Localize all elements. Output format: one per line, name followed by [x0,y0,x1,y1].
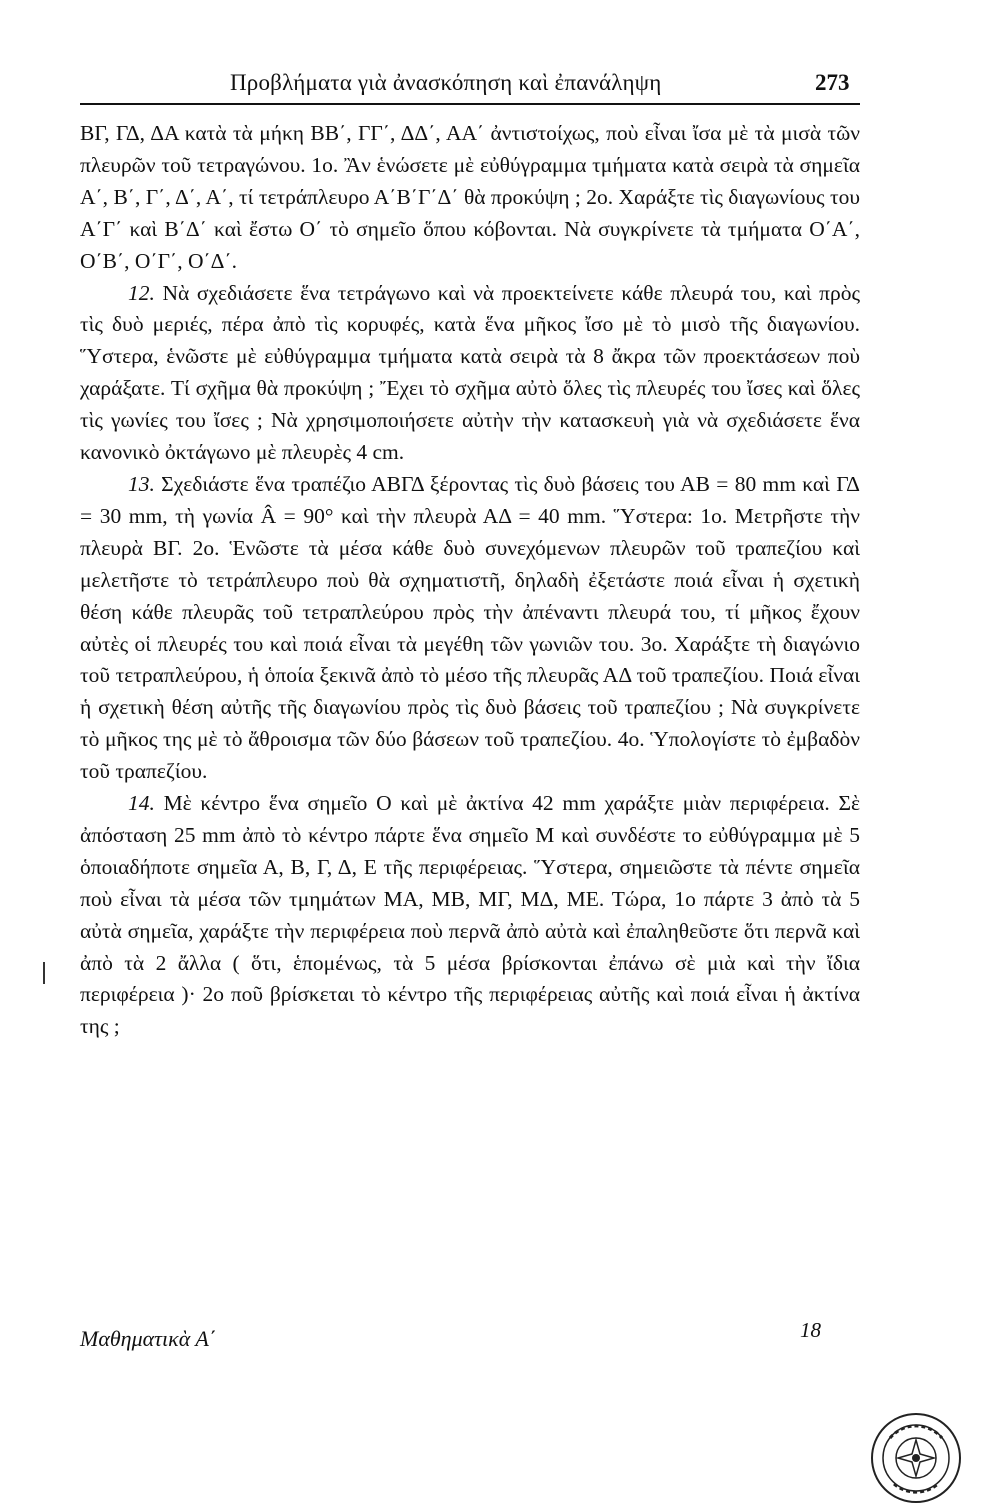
problem-12 [80,278,860,469]
page-number: 273 [815,70,850,95]
library-stamp-icon [868,1410,964,1506]
body-text [80,118,860,1043]
problem-13-text: Σχεδιάστε ἕνα τραπέζιο ΑΒΓΔ ξέροντας τὶς δυὸ βάσεις του ΑΒ = 80 mm καὶ ΓΔ = 30 mm, τὴ γωνία Â = 90° καὶ τὴν πλευρὰ ΑΔ = 40 mm. Ὕστερα: 1ο. Μετρῆστε τὴν πλευρὰ ΒΓ. 2ο. Ἑνῶστε τὰ μέσα κάθε δυὸ συνεχόμενων πλευρῶν τοῦ τραπεζίου καὶ μελετῆστε τὸ τετράπλευρο ποὺ θὰ σχηματιστῆ, δηλαδὴ ἐξετάστε ποιά εἶναι ἡ σχετικὴ θέση κάθε πλευρᾶς τοῦ τετραπλεύρου πρὸς τὴν ἀπέναντι πλευρά του, τί μῆκος ἔχουν αὐτὲς οἱ πλευρές του καὶ ποιά εἶναι τὰ μεγέθη τῶν γωνιῶν του. 3ο. Χαράξτε τὴ διαγώνιο τοῦ τετραπλεύρου, ἡ ὁποία ξεκινᾶ ἀπὸ τὸ μέσο τῆς πλευρᾶς ΑΔ τοῦ τραπεζίου. Ποιά εἶναι ἡ σχετικὴ θέση αὐτῆς τῆς διαγωνίου πρὸς τὶς δυὸ βάσεις τοῦ τραπεζίου ; Νὰ συγκρίνετε τὸ μῆκος της μὲ τὸ ἄθροισμα τῶν δύο βάσεων τοῦ τραπεζίου. 4ο. Ὑπολογίστε τὸ ἐμβαδὸν τοῦ τραπεζίου. [80,471,860,784]
problem-13 [80,469,860,788]
problem-14-number: 14. [128,791,155,816]
margin-mark [43,962,45,984]
footer-signature-number: 18 [800,1318,821,1342]
header-rule [80,103,860,105]
problem-13-number: 13. [128,471,155,496]
problem-12-text: Νὰ σχεδιάσετε ἕνα τετράγωνο καὶ νὰ προεκτείνετε κάθε πλευρά του, καὶ πρὸς τὶς δυὸ μεριές, πέρα ἀπὸ τὶς κορυφές, κατὰ ἕνα μῆκος ἴσο μὲ τὸ μισὸ τῆς διαγωνίου. Ὕστερα, ἑνῶστε μὲ εὐθύγραμμα τμήματα κατὰ σειρὰ τὰ 8 ἄκρα τῶν προεκτάσεων ποὺ χαράξατε. Τί σχῆμα θὰ προκύψη ; Ἔχει τὸ σχῆμα αὐτὸ ὅλες τὶς πλευρές του ἴσες καὶ ὅλες τὶς γωνίες του ἴσες ; Νὰ χρησιμοποιήσετε αὐτὴν τὴν κατασκευὴ γιὰ νὰ σχεδιάσετε ἕνα κανονικὸ ὀκτάγωνο μὲ πλευρὲς 4 cm. [80,280,860,465]
problem-12-number: 12. [128,280,155,305]
problem-14 [80,788,860,1043]
problem-14-text: Μὲ κέντρο ἕνα σημεῖο Ο καὶ μὲ ἀκτίνα 42 mm χαράξτε μιὰν περιφέρεια. Σὲ ἀπόσταση 25 mm ἀπὸ τὸ κέντρο πάρτε ἕνα σημεῖο Μ καὶ συνδέστε το εὐθύγραμμα μὲ 5 ὁποιαδήποτε σημεῖα Α, Β, Γ, Δ, Ε τῆς περιφέρειας. Ὕστερα, σημειῶστε τὰ πέντε σημεῖα ποὺ εἶναι τὰ μέσα τῶν τμημάτων ΜΑ, ΜΒ, ΜΓ, ΜΔ, ΜΕ. Τώρα, 1ο πάρτε 3 ἀπὸ τὰ 5 αὐτὰ σημεῖα, χαράξτε τὴν περιφέρεια ποὺ περνᾶ ἀπὸ αὐτὰ καὶ ἐπαληθεῦστε ὅτι περνᾶ καὶ ἀπὸ τὰ 2 ἄλλα ( ὅτι, ἑπομένως, τὰ 5 μέσα βρίσκονται ἐπάνω σὲ μιὰ καὶ τὴν ἴδια περιφέρεια )· 2ο ποῦ βρίσκεται τὸ κέντρο τῆς περιφέρειας αὐτῆς καὶ ποιά εἶναι ἡ ἀκτίνα της ; [80,791,860,1039]
continuation-paragraph: ΒΓ, ΓΔ, ΔΑ κατὰ τὰ μήκη ΒΒ΄, ΓΓ΄, ΔΔ΄, ΑΑ΄ ἀντιστοίχως, ποὺ εἶναι ἴσα μὲ τὰ μισὰ τῶν πλευρῶν τοῦ τετραγώνου. 1ο. Ἂν ἑνώσετε μὲ εὐθύγραμμα τμήματα κατὰ σειρὰ τὰ σημεῖα Α΄, Β΄, Γ΄, Δ΄, Α΄, τί τετράπλευρο Α΄Β΄Γ΄Δ΄ θὰ προκύψη ; 2ο. Χαράξτε τὶς διαγωνίους του Α΄Γ΄ καὶ Β΄Δ΄ καὶ ἔστω Ο΄ τὸ σημεῖο ὅπου κόβονται. Νὰ συγκρίνετε τὰ τμήματα Ο΄Α΄, Ο΄Β΄, Ο΄Γ΄, Ο΄Δ΄. [80,121,860,273]
running-header-title: Προβλήματα γιὰ ἀνασκόπηση καὶ ἐπανάληψη [230,70,662,95]
footer-book-title: Μαθηματικὰ Α΄ [80,1326,217,1351]
